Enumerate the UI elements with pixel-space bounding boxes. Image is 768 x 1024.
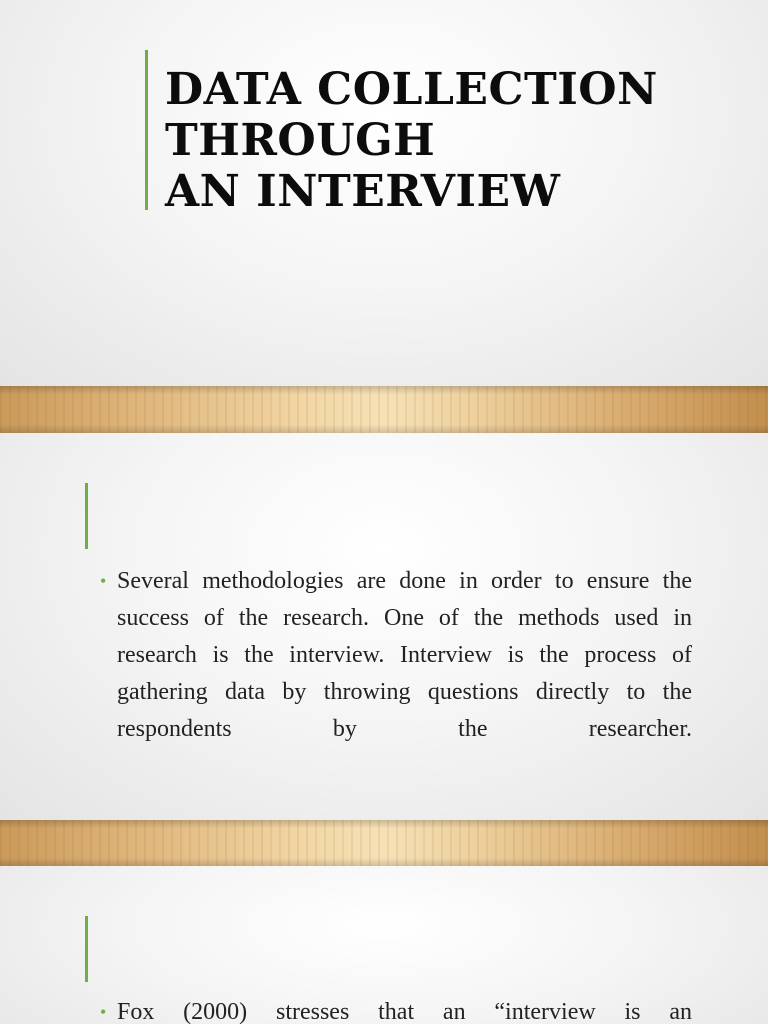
slide-divider: [0, 820, 768, 866]
slide-divider: [0, 386, 768, 433]
accent-bar: [85, 483, 88, 549]
slide-title-heading: [165, 64, 658, 217]
bullet-marker: •: [100, 1002, 107, 1022]
bullet-text: Several methodologies are done in order to ensure the success of the research. One of the methods used in research is the interview. Interview is the process of gathering data by throwing questions directly to the respondents by the researcher.: [117, 568, 692, 742]
slide-2: [0, 433, 768, 820]
bullet-item: [100, 563, 692, 748]
bullet-text: Fox (2000) stresses that an “interview is an: [117, 999, 692, 1024]
accent-bar: [145, 50, 148, 210]
title-line-3: AN INTERVIEW: [165, 166, 561, 217]
slide-title: [0, 0, 768, 386]
title-line-2: THROUGH: [165, 115, 436, 166]
bullet-item: [100, 994, 692, 1024]
title-line-1: DATA COLLECTION: [165, 64, 658, 115]
slide-3: [0, 866, 768, 1024]
accent-bar: [85, 916, 88, 982]
bullet-marker: •: [100, 571, 107, 591]
